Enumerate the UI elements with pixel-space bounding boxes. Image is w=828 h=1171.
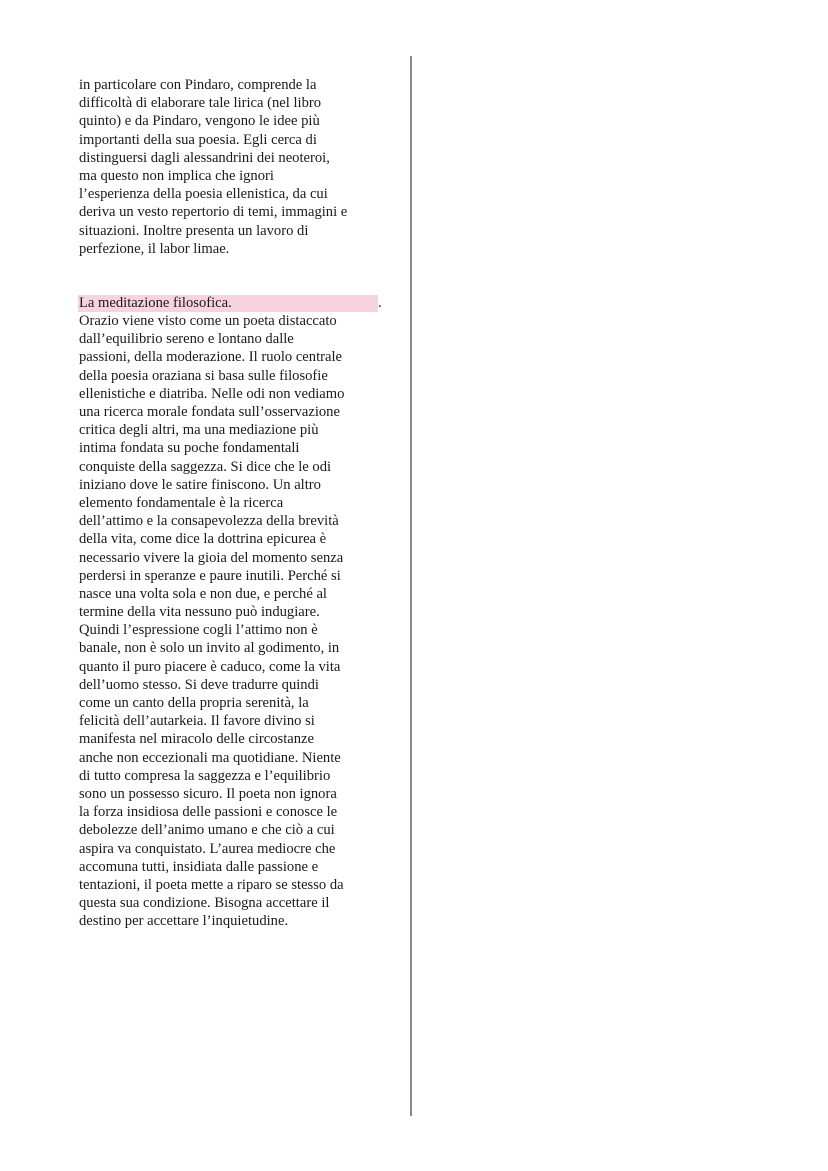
text-line: conquiste della saggezza. Si dice che le odi [79,458,332,475]
text-line: come un canto della propria serenità, la [79,695,309,711]
text-line: Quindi l’espressione cogli l’attimo non è [79,622,318,639]
text-line: difficoltà di elaborare tale lirica (nel libro [79,95,322,112]
text-line: felicità dell’autarkeia. Il favore divino si [79,713,315,730]
text-line: distinguersi dagli alessandrini dei neoteroi, [79,149,330,166]
text-line: questa sua condizione. Bisogna accettare il [79,895,330,912]
intro-paragraph [79,76,403,258]
text-line: l’esperienza della poesia ellenistica, da cui [79,186,328,203]
text-line: sono un possesso sicuro. Il poeta non ignora [79,785,337,802]
text-line: dell’uomo stesso. Si deve tradurre quindi [79,676,319,693]
text-line: critica degli altri, ma una mediazione più [79,422,319,439]
text-line: ellenistiche e diatriba. Nelle odi non vediamo [79,385,345,402]
text-line: deriva un vesto repertorio di temi, immagini e [79,204,348,221]
section-heading [79,294,403,312]
text-line: manifesta nel miracolo delle circostanze [79,731,315,748]
text-line: perfezione, il labor limae. [79,240,230,257]
text-line: della poesia oraziana si basa sulle filosofie [79,367,328,384]
text-line: intima fondata su poche fondamentali [79,440,300,457]
text-line: in particolare con Pindaro, comprende la [79,77,317,93]
text-line: passioni, della moderazione. Il ruolo centrale [79,349,342,366]
text-line: perdersi in speranze e paure inutili. Perché si [79,567,341,584]
text-line: termine della vita nessuno può indugiare. [79,604,320,621]
text-line: situazioni. Inoltre presenta un lavoro di [79,222,309,239]
body-paragraph [79,312,403,930]
text-line: tentazioni, il poeta mette a riparo se stesso da [79,876,344,893]
text-line: una ricerca morale fondata sull’osservazione [79,404,340,420]
text-line: necessario vivere la gioia del momento senza [79,549,344,566]
text-line: iniziano dove le satire finiscono. Un altro [79,476,321,493]
text-line: Orazio viene visto come un poeta distaccato [79,313,337,330]
heading-trailing-dot: . [378,294,382,311]
text-line: dell’attimo e la consapevolezza della brevità [79,513,339,530]
text-line: quanto il puro piacere è caduco, come la vita [79,658,341,675]
text-line: importanti della sua poesia. Egli cerca di [79,131,317,148]
paragraph-gap [79,258,403,294]
column-divider [410,56,412,1116]
text-line: elemento fondamentale è la ricerca [79,494,284,511]
text-line: dall’equilibrio sereno e lontano dalle [79,331,294,348]
text-line: quinto) e da Pindaro, vengono le idee più [79,113,320,130]
text-line: la forza insidiosa delle passioni e conosce le [79,804,338,821]
text-line: destino per accettare l’inquietudine. [79,913,289,930]
text-line: di tutto compresa la saggezza e l’equilibrio [79,767,331,784]
text-column [79,76,403,930]
text-line: nasce una volta sola e non due, e perché al [79,585,327,602]
section-heading-text: La meditazione filosofica. [79,294,232,311]
text-line: ma questo non implica che ignori [79,167,274,184]
text-line: anche non eccezionali ma quotidiane. Niente [79,749,341,766]
text-line: aspira va conquistato. L’aurea mediocre che [79,840,336,857]
text-line: accomuna tutti, insidiata dalle passione e [79,858,319,875]
text-line: banale, non è solo un invito al godimento, in [79,640,340,657]
text-line: debolezze dell’animo umano e che ciò a cui [79,822,335,839]
text-line: della vita, come dice la dottrina epicurea è [79,531,327,548]
